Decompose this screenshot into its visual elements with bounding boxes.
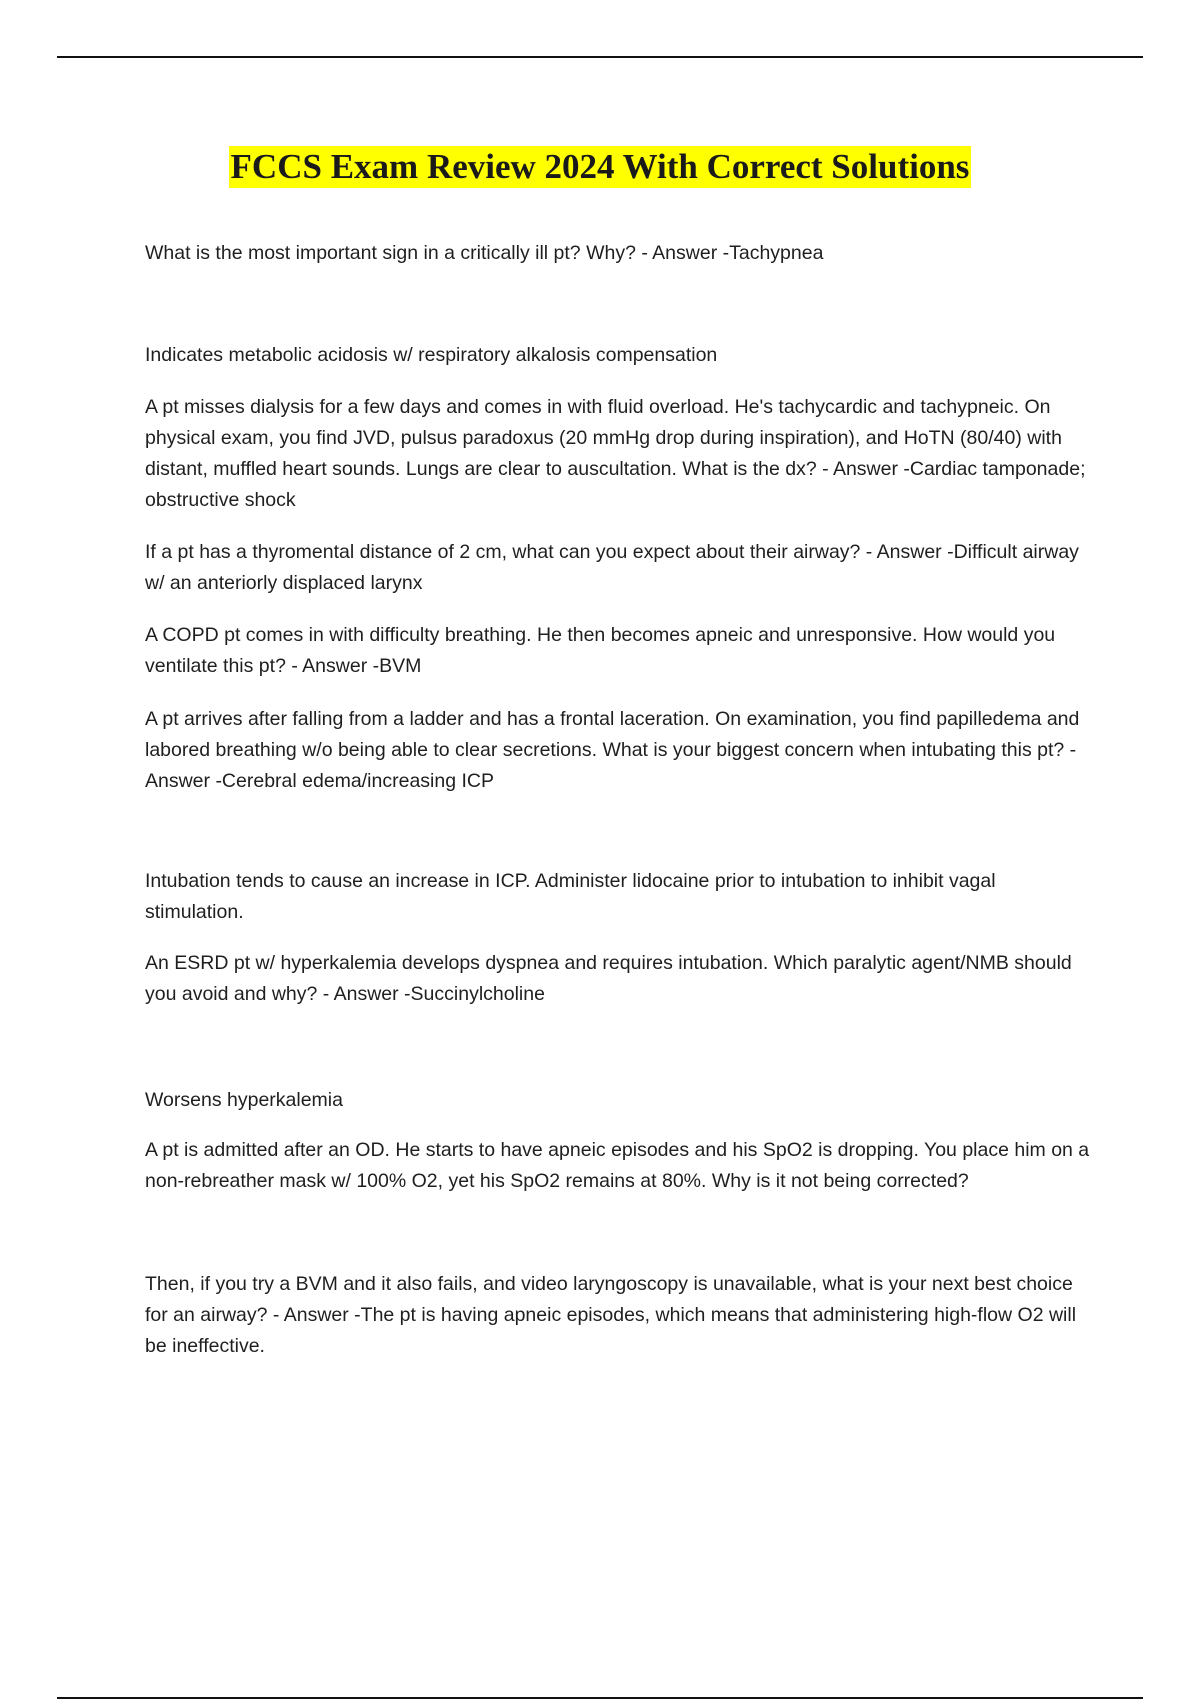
- bottom-rule: [57, 1697, 1143, 1699]
- paragraph-q5-explanation: Intubation tends to cause an increase in ICP. Administer lidocaine prior to intubation to inhibit vagal stimulation.: [145, 870, 996, 923]
- top-rule: [57, 56, 1143, 58]
- paragraph-q4: A COPD pt comes in with difficulty breathing. He then becomes apneic and unresponsive. How would you ventilate this pt? - Answer -BVM: [145, 624, 1056, 677]
- paragraph-q6-explanation: Worsens hyperkalemia: [145, 1089, 343, 1111]
- paragraph-q6: An ESRD pt w/ hyperkalemia develops dyspnea and requires intubation. Which paralytic agent/NMB should you avoid and why? - Answer -Succinylcholine: [145, 952, 1072, 1005]
- paragraph-q1-explanation: Indicates metabolic acidosis w/ respiratory alkalosis compensation: [145, 344, 718, 366]
- document-title: FCCS Exam Review 2024 With Correct Solutions: [230, 147, 970, 186]
- paragraph-q3: If a pt has a thyromental distance of 2 cm, what can you expect about their airway? - Answer -Difficult airway w/ an anteriorly displaced larynx: [145, 541, 1079, 594]
- paragraph-q2: A pt misses dialysis for a few days and comes in with fluid overload. He's tachycardic and tachypneic. On physical exam, you find JVD, pulsus paradoxus (20 mmHg drop during inspiration), and HoTN (80/40) with distant, muffled heart sounds. Lungs are clear to auscultation. What is the dx? - Answer -Cardiac tamponade; obstructive shock: [145, 396, 1086, 511]
- paragraph-q7: A pt is admitted after an OD. He starts to have apneic episodes and his SpO2 is dropping. You place him on a non-rebreather mask w/ 100% O2, yet his SpO2 remains at 80%. Why is it not being corrected?: [145, 1139, 1090, 1192]
- paragraph-q5: A pt arrives after falling from a ladder and has a frontal laceration. On examination, you find papilledema and labored breathing w/o being able to clear secretions. What is your biggest concern when intubating this pt? - Answer -Cerebral edema/increasing ICP: [145, 708, 1080, 792]
- paragraph-q8: Then, if you try a BVM and it also fails, and video laryngoscopy is unavailable, what is your next best choice for an airway? - Answer -The pt is having apneic episodes, which means that administering high-flow O2 will be ineffective.: [145, 1273, 1077, 1357]
- title-block: [0, 146, 1200, 188]
- paragraph-q1: What is the most important sign in a critically ill pt? Why? - Answer -Tachypnea: [145, 242, 824, 264]
